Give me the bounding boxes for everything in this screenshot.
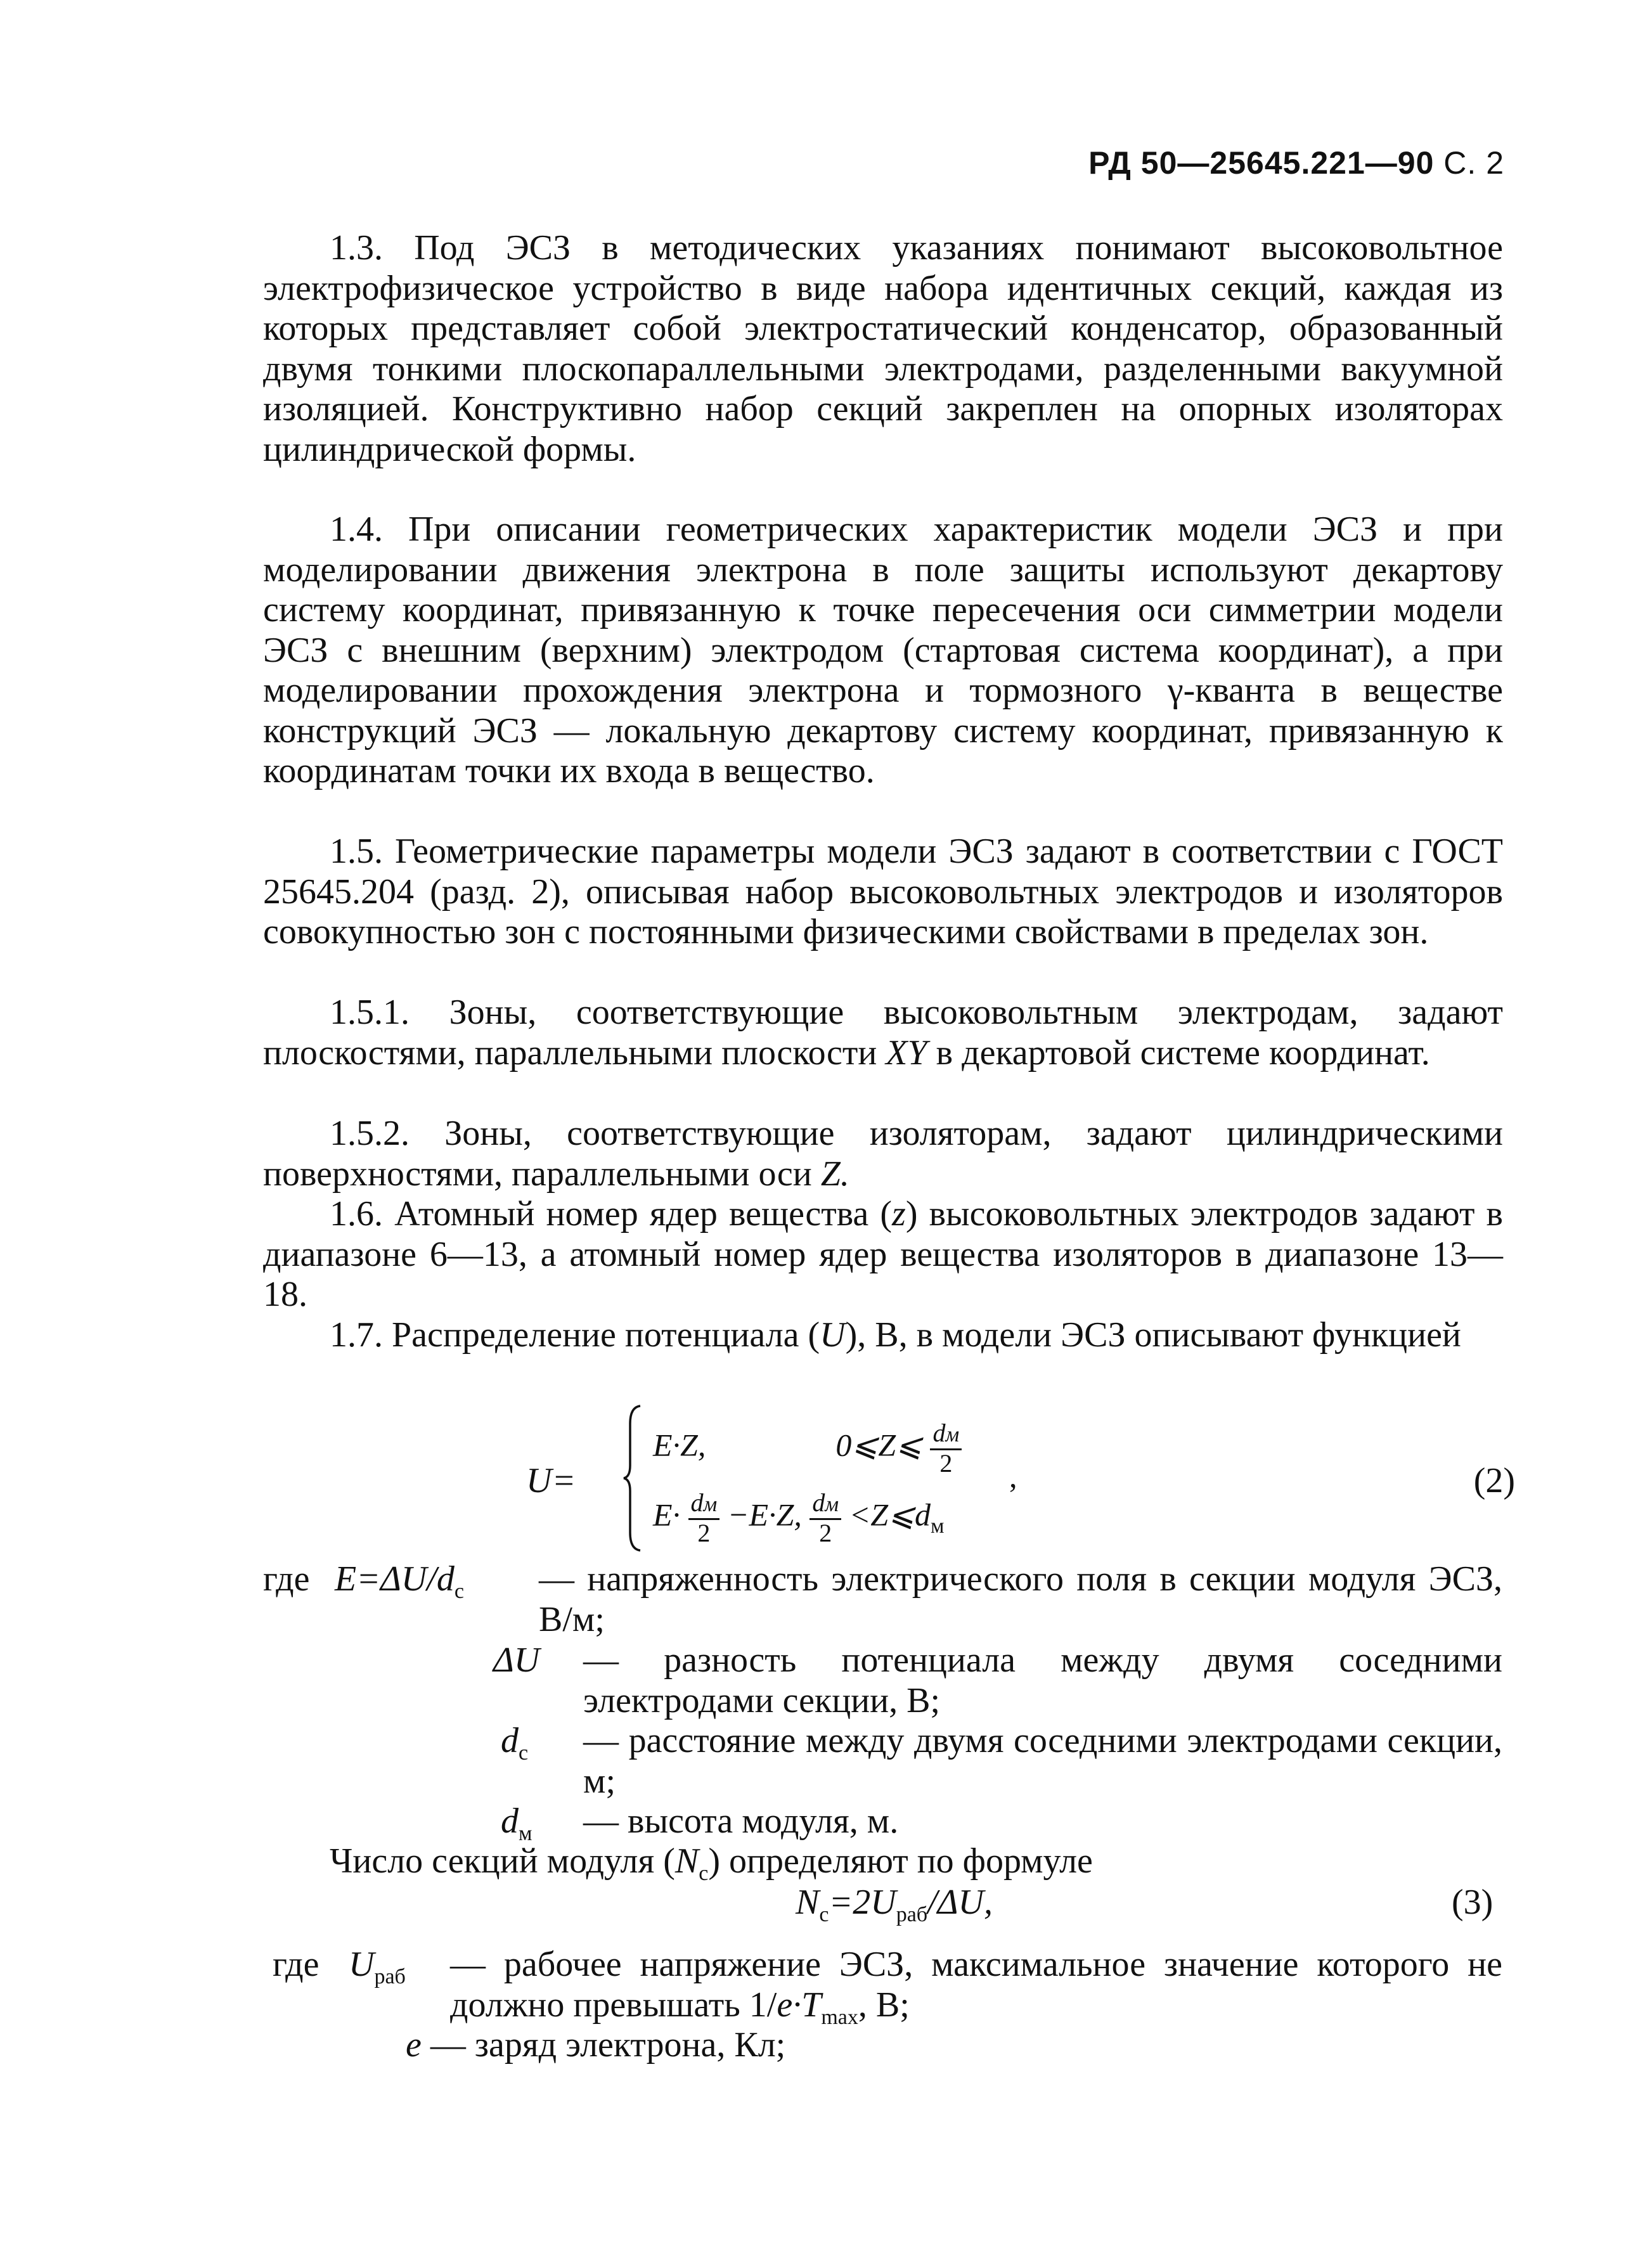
def-symbol-dm: $d_м$ xyxy=(501,1801,532,1845)
sections-count-sentence: Число секций модуля $(N_с)$ определяют по формуле xyxy=(330,1841,1093,1885)
def-symbol-du: ΔU xyxy=(493,1640,540,1680)
equation-number-2: (2) xyxy=(1473,1461,1515,1500)
paragraph-1-5-2: 1.5.2. Зоны, соответствующие изоляторам, задают цилиндрическими поверхностями, параллельными оси Z. xyxy=(263,1114,1503,1194)
formula-2 xyxy=(526,1402,1515,1548)
paragraph-1-5: 1.5. Геометрические параметры модели ЭСЗ задают в соответствии с ГОСТ 25645.204 (разд. 2), описывая набор высоковольтных электродов и изоляторов совокупностью зон с постоянными физическими свойствами в пределах зон. xyxy=(263,832,1503,951)
fraction-dm-over-2: $\frac{dм}{2}$ xyxy=(810,1490,841,1547)
paragraph-1-4: 1.4. При описании геометрических характеристик модели ЭСЗ и при моделировании движения электрона в поле защиты используют декартову систему координат, привязанную к точке пересечения оси симметрии модели ЭСЗ с внешним (верхним) электродом (стартовая система координат), а при моделировании прохождения электрона и тормозного γ-кванта в веществе конструкций ЭСЗ — локальную декартову систему координат, привязанную к координатам точки их входа в вещество. xyxy=(263,510,1503,790)
where-label: где xyxy=(263,1559,310,1599)
paragraph-1-5-1: 1.5.1. Зоны, соответствующие высоковольтным электродам, задают плоскостями, параллельными плоскости XY в декартовой системе координат. xyxy=(263,993,1503,1073)
def-text-du: — разность потенциала между двумя соседними электродами секции, В; xyxy=(583,1640,1502,1720)
page-header xyxy=(1088,145,1504,181)
formula-2-row-1: E·Z, 0⩽Z⩽ $\frac{dм}{2}$ xyxy=(653,1420,962,1477)
def-symbol-urab: $U_{раб}$ xyxy=(349,1945,406,1988)
document-code: РД 50—25645.221—90 xyxy=(1088,145,1435,181)
def-text-urab: — рабочее напряжение ЭСЗ, максимальное значение которого не должно превышать $1/e\cdot T_{max}$, В; xyxy=(450,1945,1502,2029)
def-text-dm: — высота модуля, м. xyxy=(583,1801,899,1841)
equation-number-3: (3) xyxy=(1452,1883,1493,1922)
def-text-dc: — расстояние между двумя соседними электродами секции, м; xyxy=(583,1721,1502,1801)
where-label-2: где xyxy=(273,1945,319,1984)
formula-3: $N_с=2U_{раб}/\Delta U$, xyxy=(796,1883,993,1926)
paragraph-1-3: 1.3. Под ЭСЗ в методических указаниях понимают высоковольтное электрофизическое устройство в виде набора идентичных секций, каждая из которых представляет собой электростатический конденсатор, образованный двумя тонкими плоскопараллельными электродами, разделенными вакуумной изоляцией. Конструктивно набор секций закреплен на опорных изоляторах цилиндрической формы. xyxy=(263,228,1503,469)
left-brace-icon xyxy=(621,1405,643,1552)
formula-2-lhs: U= xyxy=(526,1461,576,1500)
formula-2-row-2: E· $\frac{dм}{2}$ −E·Z, $\frac{dм}{2}$ $<Z⩽d_м$ , xyxy=(653,1459,1017,1547)
fraction-dm-over-2: $\frac{dм}{2}$ xyxy=(688,1490,720,1547)
paragraph-1-7: 1.7. Распределение потенциала (U), В, в модели ЭСЗ описывают функцией xyxy=(330,1315,1461,1355)
def-symbol-e: $E=\Delta U/d_с$ xyxy=(335,1559,464,1603)
def-text-e: — напряженность электрического поля в секции модуля ЭСЗ, В/м; xyxy=(539,1559,1502,1639)
fraction-dm-over-2: $\frac{dм}{2}$ xyxy=(930,1420,962,1477)
paragraph-1-6: 1.6. Атомный номер ядер вещества (z) высоковольтных электродов задают в диапазоне 6—13, а атомный номер ядер вещества изоляторов в диапазоне 13—18. xyxy=(263,1194,1503,1314)
def-e-charge: e — заряд электрона, Кл; xyxy=(406,2025,786,2065)
page-number: С. 2 xyxy=(1443,145,1504,181)
def-symbol-dc: $d_с$ xyxy=(501,1721,529,1765)
